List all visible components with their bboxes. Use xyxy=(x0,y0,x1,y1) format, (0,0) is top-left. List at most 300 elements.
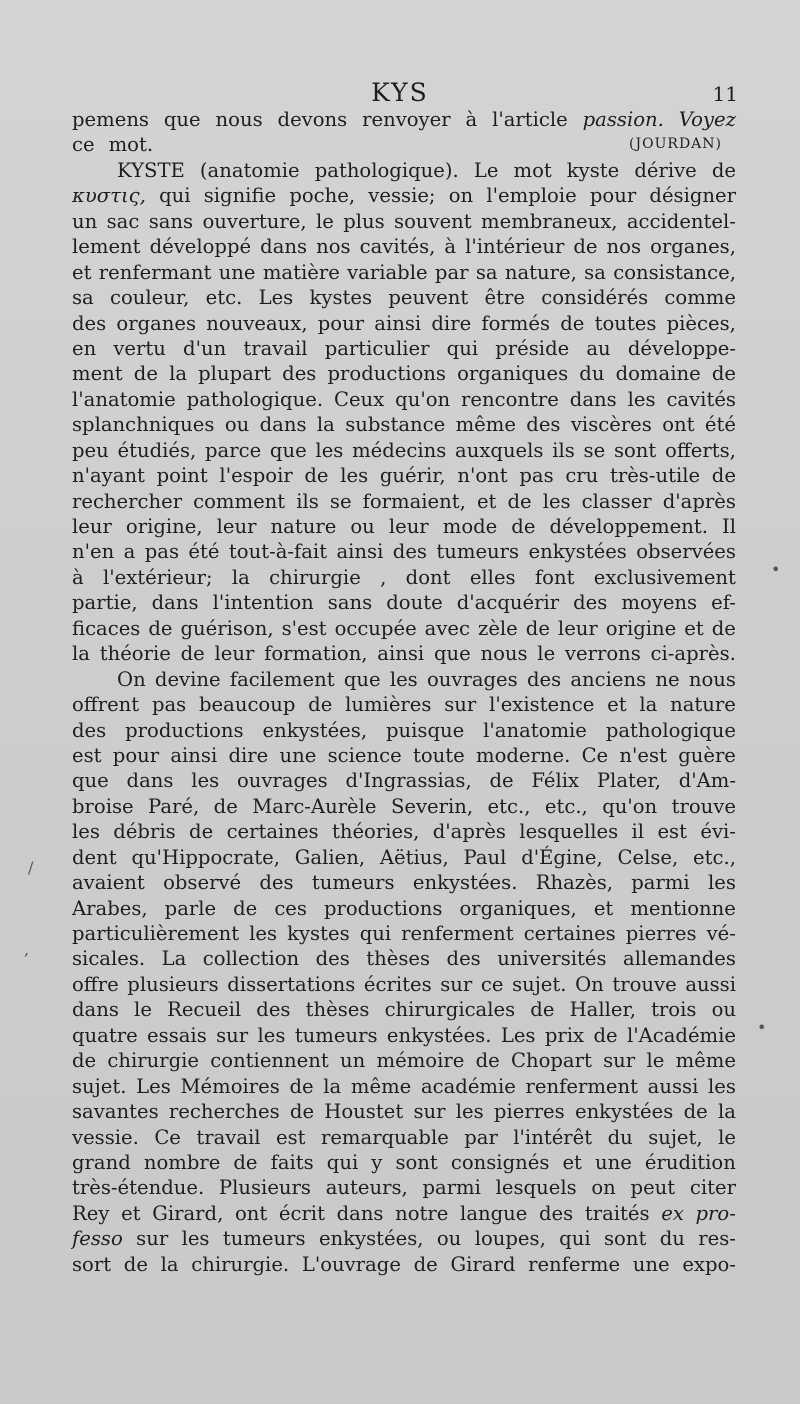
word: sans xyxy=(327,591,373,615)
word: mode xyxy=(442,515,498,538)
word: la xyxy=(717,1100,736,1124)
word: ou xyxy=(224,413,250,437)
word: il xyxy=(631,820,645,844)
word: avaient xyxy=(72,871,145,895)
word: couleur, xyxy=(110,286,190,310)
word: de xyxy=(233,896,258,920)
text-line xyxy=(72,1125,736,1150)
word: renvoyer xyxy=(362,108,451,131)
word: et xyxy=(684,616,704,640)
word: ce xyxy=(480,972,504,996)
word: trouve xyxy=(671,794,736,818)
text-line xyxy=(72,336,736,361)
word: dire xyxy=(431,311,472,335)
word: certaines xyxy=(523,922,616,945)
word: productions xyxy=(323,896,443,920)
word: anciens xyxy=(570,667,647,691)
word: ou xyxy=(711,998,736,1022)
word: moderne. xyxy=(475,743,571,767)
word: poche, xyxy=(289,184,356,208)
word: de xyxy=(560,311,585,335)
word: elles xyxy=(469,565,516,589)
word: médecins xyxy=(352,438,447,462)
word: mot. xyxy=(108,133,154,157)
word: nous xyxy=(215,108,263,131)
word: l'extérieur; xyxy=(103,565,213,589)
word: théories, xyxy=(331,820,420,844)
word: travail xyxy=(196,1125,261,1149)
word: lumières xyxy=(345,693,432,717)
word: qui xyxy=(359,922,392,945)
word: être xyxy=(484,286,525,310)
word: leur xyxy=(388,515,429,538)
word: dans xyxy=(72,998,119,1022)
text-line xyxy=(72,539,736,564)
word: auteurs, xyxy=(325,1176,408,1200)
word: cru xyxy=(565,464,599,488)
word: de xyxy=(507,489,532,513)
text-line xyxy=(72,361,736,386)
text-line xyxy=(72,743,736,768)
word: ces xyxy=(274,896,307,920)
word: universités xyxy=(497,947,607,971)
word: moyens xyxy=(621,591,698,615)
word: par xyxy=(434,260,469,284)
word: de xyxy=(123,1252,148,1276)
word: étudiés, xyxy=(117,438,197,462)
word: les xyxy=(708,1074,736,1098)
word: d'Égine, xyxy=(521,845,603,869)
word: pièces, xyxy=(666,311,736,335)
word: ef- xyxy=(711,591,736,615)
body-text xyxy=(72,107,736,1277)
word: formaient, xyxy=(362,489,466,513)
word: qui xyxy=(326,1150,359,1174)
word: ou xyxy=(350,515,375,538)
word: de xyxy=(525,616,550,640)
word: sa xyxy=(475,260,498,284)
word: pas xyxy=(519,464,554,488)
word: de xyxy=(189,820,214,844)
word: d'après xyxy=(662,489,736,513)
word: grand xyxy=(72,1150,131,1174)
word: de xyxy=(180,642,205,666)
word: évi- xyxy=(700,820,736,844)
text-line xyxy=(72,311,736,336)
word: classer xyxy=(581,489,652,513)
word: particulier xyxy=(324,336,430,360)
word: érudition xyxy=(644,1150,736,1174)
word: Ceux xyxy=(333,387,385,411)
word: Plater, xyxy=(596,769,661,793)
word: (anatomie xyxy=(199,158,300,182)
word: la xyxy=(639,693,658,717)
word: renferme xyxy=(528,1252,621,1276)
word: par xyxy=(464,1125,498,1149)
word: Rhazès, xyxy=(535,871,613,895)
word: est xyxy=(72,743,102,767)
word: etc., xyxy=(693,845,736,869)
word: kystes xyxy=(309,286,373,310)
word: même xyxy=(675,1049,736,1073)
word: est xyxy=(276,1125,306,1149)
word: pour xyxy=(589,184,637,208)
word: ouverture, xyxy=(202,209,307,233)
text-line xyxy=(72,616,736,641)
word: l'emploie xyxy=(486,184,577,208)
word: pierres xyxy=(625,922,697,945)
word: comment xyxy=(193,489,286,513)
word: nouveaux, xyxy=(206,311,308,335)
word: Mémoires xyxy=(180,1074,280,1098)
word: ont xyxy=(662,413,695,437)
page-header xyxy=(0,78,800,108)
word: de xyxy=(289,1100,315,1124)
word: se xyxy=(583,438,606,462)
word: à xyxy=(444,235,457,259)
word: dans xyxy=(259,413,307,437)
word: offrent xyxy=(72,693,140,717)
word: La xyxy=(161,947,187,971)
word: l'anatomie xyxy=(483,718,587,742)
word: qui xyxy=(559,1227,591,1251)
word: les xyxy=(707,871,736,895)
word: loupes, xyxy=(474,1227,546,1251)
word: broise xyxy=(72,794,134,818)
word: travail xyxy=(243,336,308,360)
text-line xyxy=(72,997,736,1022)
word: auxquels xyxy=(455,438,544,462)
word: devine xyxy=(154,667,221,691)
word: des xyxy=(256,998,291,1022)
word: de xyxy=(489,769,514,793)
text-line xyxy=(72,1252,736,1277)
word: organes, xyxy=(650,235,736,259)
word: organes xyxy=(116,311,197,335)
word: les xyxy=(257,1023,286,1047)
word: développé xyxy=(149,235,252,259)
word: les xyxy=(542,489,571,513)
word: ainsi xyxy=(170,743,218,767)
word: que xyxy=(343,667,381,691)
word: débris xyxy=(113,820,176,844)
word: nous xyxy=(688,667,736,691)
word: les xyxy=(249,922,278,945)
text-line xyxy=(72,514,736,539)
word: peuvent xyxy=(388,286,469,310)
word: collection xyxy=(202,947,300,971)
word: mot xyxy=(513,158,552,182)
word: des xyxy=(539,1201,574,1225)
word: ex xyxy=(661,1201,684,1225)
word: et xyxy=(562,1150,582,1174)
word: que xyxy=(163,108,201,131)
word: l'anatomie xyxy=(72,387,176,411)
word: à xyxy=(465,108,478,131)
word: a xyxy=(123,540,136,564)
word: vé- xyxy=(706,922,736,945)
word: s'est xyxy=(281,616,327,640)
word: Haller, xyxy=(569,998,636,1022)
word: productions xyxy=(125,718,244,742)
text-line xyxy=(72,412,736,437)
word: l'article xyxy=(492,108,568,131)
text-line xyxy=(72,1226,736,1251)
word: passion. xyxy=(582,108,664,131)
word: point xyxy=(156,464,208,488)
word: enkystées xyxy=(574,1100,674,1124)
word: sicales. xyxy=(72,947,146,971)
word: du xyxy=(659,1227,685,1251)
word: on xyxy=(448,184,474,208)
word: thèses xyxy=(305,998,370,1022)
word: les xyxy=(191,769,220,793)
word: n'ayant xyxy=(72,464,145,488)
text-line xyxy=(72,1099,736,1124)
word: n'en xyxy=(72,540,115,564)
word: toute xyxy=(412,743,465,767)
word: des xyxy=(259,871,294,895)
word: puisque xyxy=(385,718,465,742)
text-line xyxy=(72,641,736,666)
word: ainsi xyxy=(336,540,384,564)
word: pierres xyxy=(493,1100,565,1124)
word: offerts, xyxy=(665,438,736,462)
word: Aëtius, xyxy=(379,845,449,869)
word: qui xyxy=(159,184,191,208)
word: remarquable xyxy=(320,1125,449,1149)
word: sur xyxy=(413,1100,446,1124)
word: et xyxy=(121,1201,141,1225)
text-line xyxy=(72,463,736,488)
word: substance xyxy=(345,413,446,437)
word: des xyxy=(315,947,350,971)
word: organiques xyxy=(457,362,569,386)
text-line xyxy=(72,438,736,463)
word: doute xyxy=(386,591,443,615)
word: de xyxy=(304,464,329,488)
text-line xyxy=(72,870,736,895)
word: Chopart xyxy=(510,1049,592,1073)
text-line xyxy=(72,1048,736,1073)
word: leur xyxy=(72,515,112,538)
word: sur xyxy=(444,693,477,717)
word: de xyxy=(711,362,736,386)
word: l'intérêt xyxy=(513,1125,593,1149)
word: de xyxy=(308,693,333,717)
text-line xyxy=(72,768,736,793)
word: de xyxy=(233,1150,258,1174)
word: écrites xyxy=(363,972,432,996)
word: Galien, xyxy=(294,845,366,869)
word: consignés xyxy=(450,1150,550,1174)
text-line xyxy=(72,1201,736,1226)
text-line xyxy=(72,285,736,310)
word: viscères xyxy=(570,413,652,437)
word: traités xyxy=(584,1201,650,1225)
word: développe- xyxy=(627,336,736,360)
word: la xyxy=(160,1252,179,1276)
word: , xyxy=(380,565,387,589)
word: Celse, xyxy=(617,845,679,869)
word: parmi xyxy=(422,1176,481,1200)
word: observées xyxy=(636,540,736,564)
word: tumeurs xyxy=(294,1023,378,1047)
word: vessie; xyxy=(368,184,436,208)
word: et xyxy=(607,693,627,717)
word: fesso xyxy=(72,1227,123,1251)
text-line xyxy=(72,1023,736,1048)
margin-mark: • xyxy=(771,560,781,579)
text-line xyxy=(72,845,736,870)
word: les xyxy=(181,1227,210,1251)
margin-mark: • xyxy=(757,1018,767,1037)
word: formés xyxy=(481,311,551,335)
word: aussi xyxy=(685,972,736,996)
word: écrit xyxy=(278,1201,325,1225)
word: ou xyxy=(436,1227,462,1251)
word: res- xyxy=(698,1227,736,1251)
word: font xyxy=(534,565,575,589)
word: même xyxy=(350,1074,412,1098)
word: une xyxy=(279,743,317,767)
word: les xyxy=(389,667,418,691)
word: n'est xyxy=(619,743,667,767)
word: de xyxy=(530,998,555,1022)
word: dans xyxy=(151,591,199,615)
word: Il xyxy=(721,515,736,538)
word: cavités xyxy=(666,387,736,411)
word: sac xyxy=(106,209,140,233)
word: ils xyxy=(552,438,575,462)
word: faits xyxy=(270,1150,314,1174)
word: que xyxy=(433,642,471,666)
word: accidentel- xyxy=(626,209,736,233)
word: chirurgie xyxy=(269,565,361,589)
text-line xyxy=(72,107,736,132)
word: enkystées, xyxy=(318,1227,424,1251)
word: Les xyxy=(136,1074,171,1098)
running-head: KYS xyxy=(371,78,429,107)
word: de xyxy=(475,1049,500,1073)
word: le xyxy=(537,642,556,666)
word: thèses xyxy=(366,947,431,971)
word: des xyxy=(526,667,562,691)
word: un xyxy=(340,1049,366,1073)
word: KYSTE xyxy=(117,158,185,182)
word: de xyxy=(413,1252,438,1276)
word: un xyxy=(72,209,98,233)
word: dont xyxy=(405,565,451,589)
word: renfermant xyxy=(98,260,212,284)
word: que xyxy=(72,769,109,793)
word: est xyxy=(657,820,687,844)
word: Recueil xyxy=(167,998,242,1022)
word: Les xyxy=(258,286,294,310)
word: de xyxy=(593,1023,618,1047)
word: que xyxy=(269,438,307,462)
word: sans xyxy=(148,209,194,233)
word: de xyxy=(573,235,598,259)
word: ment xyxy=(72,362,123,386)
word: qui xyxy=(446,336,479,360)
word: Girard, xyxy=(152,1201,224,1225)
word: dans xyxy=(126,769,174,793)
word: été xyxy=(188,540,220,564)
word: pour xyxy=(112,743,160,767)
word: consistance, xyxy=(613,260,736,284)
word: même xyxy=(455,413,516,437)
word: prix xyxy=(544,1023,585,1047)
word: des xyxy=(72,718,107,742)
word: toutes xyxy=(594,311,657,335)
word: considérés xyxy=(541,286,649,310)
word: l'existence xyxy=(489,693,595,717)
word: pour xyxy=(317,311,365,335)
word: sont xyxy=(603,1227,647,1251)
word: contiennent xyxy=(210,1049,329,1073)
text-line xyxy=(72,209,736,234)
word: κυστις, xyxy=(72,184,146,208)
word: des xyxy=(392,540,427,564)
word: quatre xyxy=(72,1023,138,1047)
word: y xyxy=(371,1150,383,1174)
word: Houstet xyxy=(324,1100,404,1124)
word: etc., xyxy=(544,794,588,818)
word: etc. xyxy=(205,286,243,310)
word: langue xyxy=(460,1201,528,1225)
word: exclusivement xyxy=(593,565,736,589)
word: de xyxy=(711,158,736,182)
word: citer xyxy=(689,1176,736,1200)
word: mémoire xyxy=(376,1049,465,1073)
word: plusieurs xyxy=(127,972,219,996)
text-line xyxy=(72,158,736,183)
word: l'espoir xyxy=(219,464,293,488)
word: des xyxy=(282,362,317,386)
text-line xyxy=(72,489,736,514)
word: formation, xyxy=(264,642,368,666)
word: une xyxy=(595,1150,632,1174)
word: nos xyxy=(316,235,351,259)
word: sujet, xyxy=(648,1125,703,1149)
word: dans xyxy=(336,1201,384,1225)
word: partie, xyxy=(72,591,138,615)
word: lement xyxy=(72,235,141,259)
word: pathologique xyxy=(605,718,736,742)
word: très-utile xyxy=(609,464,701,488)
word: L'ouvrage xyxy=(301,1252,401,1276)
word: les xyxy=(455,1100,484,1124)
word: ainsi xyxy=(377,642,425,666)
word: la xyxy=(316,413,335,437)
word: tout-à-fait xyxy=(228,540,328,564)
word: pas xyxy=(151,693,187,717)
word: le xyxy=(646,1049,665,1073)
word: de xyxy=(133,362,158,386)
text-line xyxy=(72,1074,736,1099)
word: chirurgie. xyxy=(191,1252,290,1276)
word: avec xyxy=(424,616,470,640)
word: sa xyxy=(72,286,94,310)
word: leur xyxy=(557,616,598,640)
word: guérir, xyxy=(379,464,446,488)
word: Plusieurs xyxy=(218,1176,311,1200)
word: des xyxy=(573,591,608,615)
word: de xyxy=(72,1049,97,1073)
word: pemens xyxy=(72,108,149,131)
word: préside xyxy=(495,336,570,360)
